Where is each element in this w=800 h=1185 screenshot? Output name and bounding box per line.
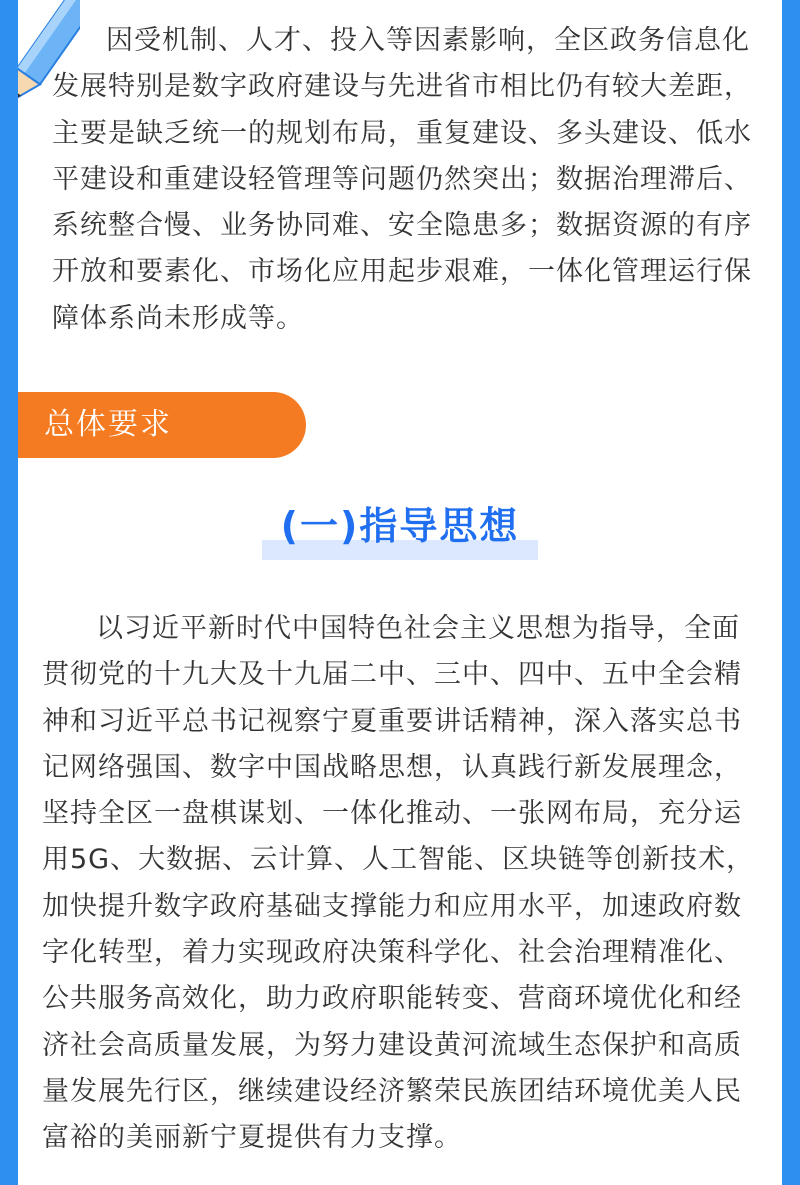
subheading-text: (一)指导思想 — [280, 504, 520, 548]
body-paragraph: 以习近平新时代中国特色社会主义思想为指导，全面贯彻党的十九大及十九届二中、三中、四中、五中全会精神和习近平总书记视察宁夏重要讲话精神，深入落实总书记网络强国、数字中国战略思想，认真践行新发展理念，坚持全区一盘棋谋划、一体化推动、一张网布局，充分运用5G、大数据、云计算、人工智能、区块链等创新技术，加快提升数字政府基础支撑能力和应用水平，加速政府数字化转型，着力实现政府决策科学化、社会治理精准化、公共服务高效化，助力政府职能转变、营商环境优化和经济社会高质量发展，为努力建设黄河流域生态保护和高质量发展先行区，继续建设经济繁荣民族团结环境优美人民富裕的美丽新宁夏提供有力支撑。 — [42, 613, 755, 1154]
subheading — [262, 500, 538, 560]
intro-paragraph: 因受机制、人才、投入等因素影响，全区政务信息化发展特别是数字政府建设与先进省市相比仍有较大差距，主要是缺乏统一的规划布局，重复建设、多头建设、低水平建设和重建设轻管理等问题仍然突出；数据治理滞后、系统整合慢、业务协同难、安全隐患多；数据资源的有序开放和要素化、市场化应用起步艰难，一体化管理运行保障体系尚未形成等。 — [52, 25, 752, 334]
article-page — [18, 0, 782, 1185]
section-banner: 总体要求 — [18, 392, 306, 458]
